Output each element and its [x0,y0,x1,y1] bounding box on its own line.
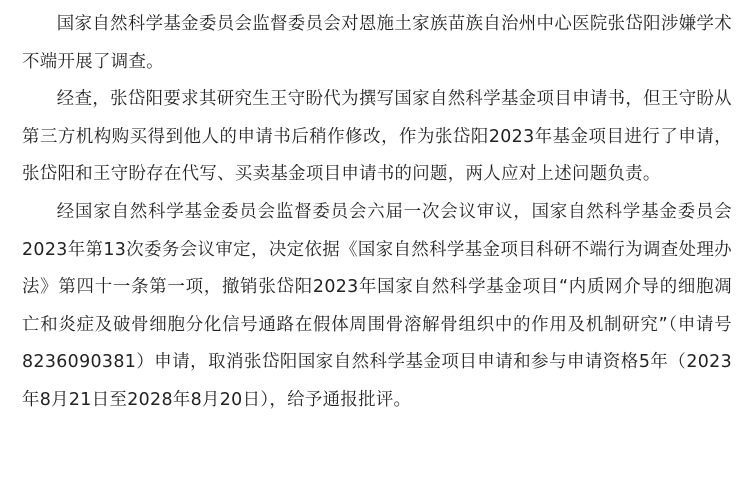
paragraph-decision: 经国家自然科学基金委员会监督委员会六届一次会议审议，国家自然科学基金委员会2023年第13次委务会议审定，决定依据《国家自然科学基金项目科研不端行为调查处理办法》第四十一条第一项，撤销张岱阳2023年国家自然科学基金项目“内质网介导的细胞凋亡和炎症及破骨细胞分化信号通路在假体周围骨溶解骨组织中的作用及机制研究”（申请号8236090381）申请，取消张岱阳国家自然科学基金项目申请和参与申请资格5年（2023年8月21日至2028年8月20日），给予通报批评。 [22,201,732,410]
document-body [22,6,732,420]
paragraph-investigation-intro: 国家自然科学基金委员会监督委员会对恩施土家族苗族自治州中心医院张岱阳涉嫌学术不端开展了调查。 [22,14,732,72]
paragraph-findings: 经查，张岱阳要求其研究生王守盼代为撰写国家自然科学基金项目申请书，但王守盼从第三方机构购买得到他人的申请书后稍作修改，作为张岱阳2023年基金项目进行了申请，张岱阳和王守盼存在代写、买卖基金项目申请书的问题，两人应对上述问题负责。 [22,89,732,185]
